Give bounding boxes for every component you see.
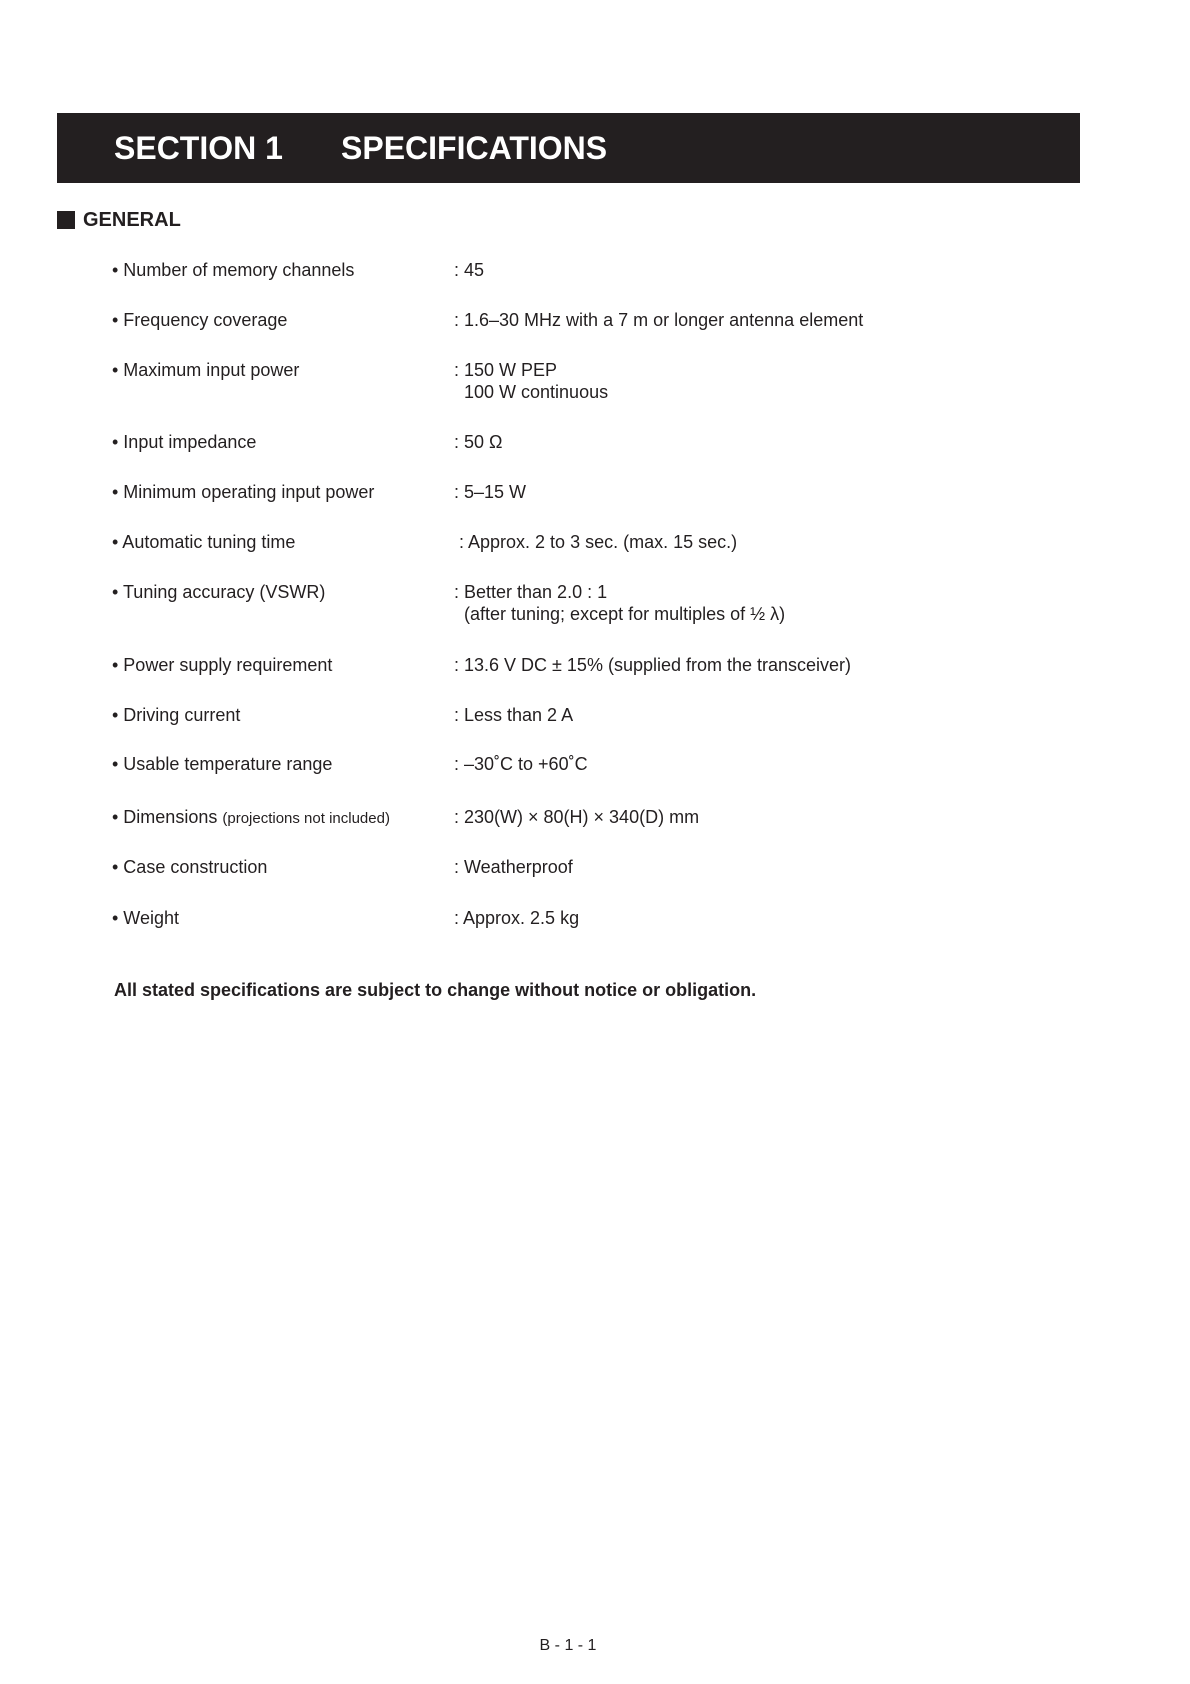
spec-label: • Power supply requirement (112, 655, 333, 675)
spec-value-block (454, 581, 785, 625)
spec-label: • Input impedance (112, 432, 257, 452)
spec-value-line2: 100 W continuous (464, 382, 609, 402)
spec-value: : 13.6 V DC ± 15% (supplied from the transceiver) (454, 655, 852, 675)
spec-label: • Tuning accuracy (VSWR) (112, 582, 326, 602)
spec-label-note: (projections not included) (222, 810, 390, 827)
section-header-bar (57, 113, 1080, 183)
general-heading-label: GENERAL (83, 209, 181, 231)
spec-value: : Weatherproof (454, 857, 573, 877)
section-number: SECTION 1 (114, 130, 283, 166)
spec-value: : 5–15 W (454, 482, 527, 502)
spec-label: • Driving current (112, 705, 241, 725)
disclaimer-text: All stated specifications are subject to change without notice or obligation. (114, 980, 757, 1000)
spec-value: : 45 (454, 260, 485, 280)
section-title: SPECIFICATIONS (341, 130, 608, 166)
square-bullet-icon (57, 211, 75, 229)
spec-label: • Case construction (112, 857, 268, 877)
spec-label: • Frequency coverage (112, 310, 288, 330)
spec-value: : –30˚C to +60˚C (454, 754, 588, 774)
spec-value: : Less than 2 A (454, 705, 574, 725)
spec-label-block (112, 806, 390, 830)
spec-value: : 150 W PEP (454, 360, 558, 380)
general-heading (57, 208, 181, 232)
spec-label: • Number of memory channels (112, 260, 355, 280)
spec-value: : Approx. 2 to 3 sec. (max. 15 sec.) (454, 532, 738, 552)
spec-value-line2: (after tuning; except for multiples of ½ λ) (464, 604, 786, 624)
spec-label: • Minimum operating input power (112, 482, 375, 502)
page-number: B - 1 - 1 (539, 1637, 597, 1654)
spec-value-block (454, 359, 608, 403)
spec-value: : 50 Ω (454, 432, 503, 452)
spec-value: : Approx. 2.5 kg (454, 908, 580, 928)
spec-value: : 1.6–30 MHz with a 7 m or longer antenna element (454, 310, 864, 330)
spec-label: • Automatic tuning time (112, 532, 296, 552)
spec-label: • Weight (112, 908, 179, 928)
spec-label: • Dimensions (112, 807, 218, 827)
spec-value: : Better than 2.0 : 1 (454, 582, 608, 602)
spec-label: • Usable temperature range (112, 754, 333, 774)
spec-value: : 230(W) × 80(H) × 340(D) mm (454, 807, 700, 827)
spec-label: • Maximum input power (112, 360, 300, 380)
